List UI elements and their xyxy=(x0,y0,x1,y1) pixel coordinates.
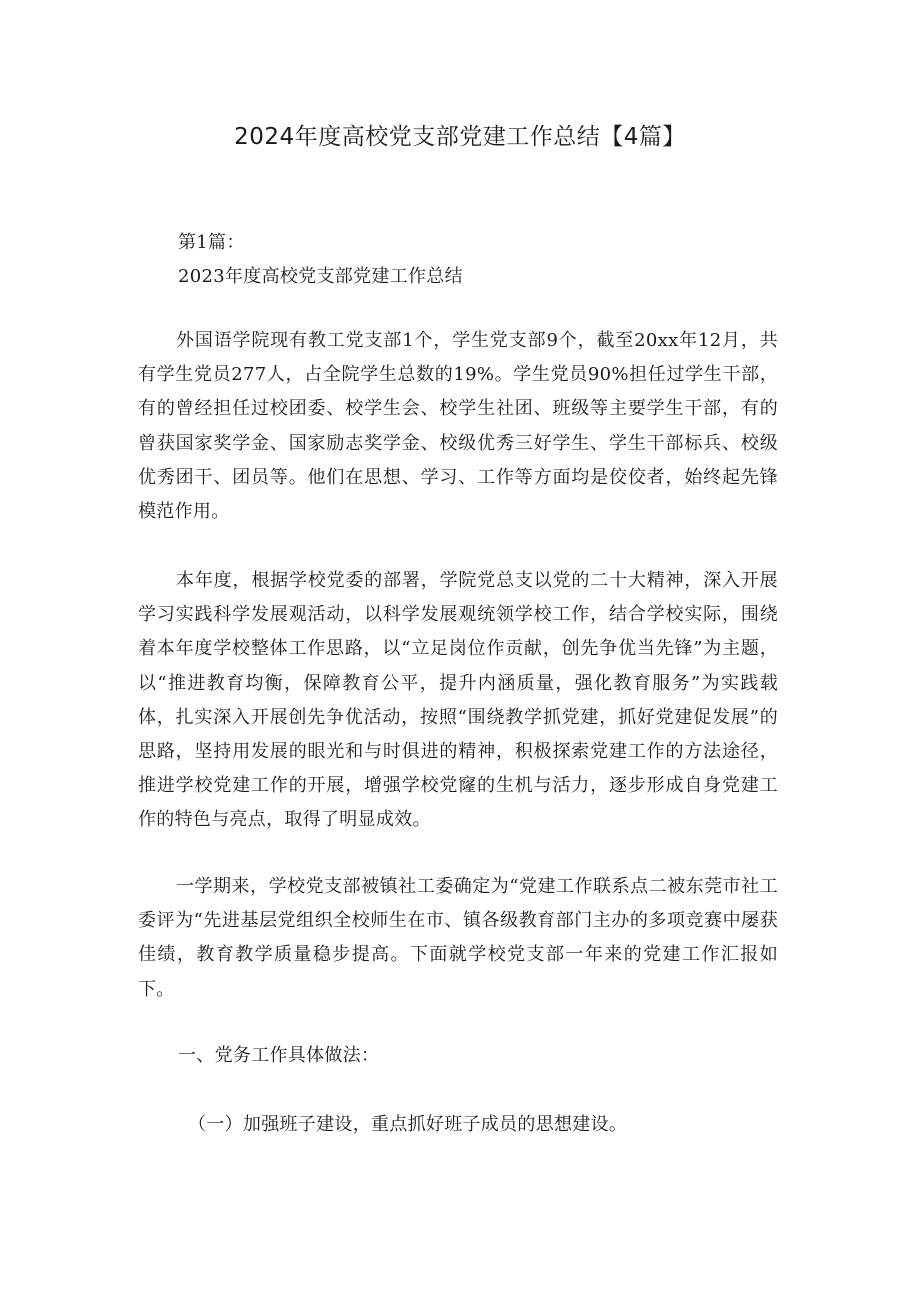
part-title: 2023年度高校党支部党建工作总结 xyxy=(178,266,463,287)
paragraph-2: 本年度，根据学校党委的部署，学院党总支以党的二十大精神，深入开展学习实践科学发展观活动，以科学发展观统领学校工作，结合学校实际，围绕着本年度学校整体工作思路，以“立足岗位作贡献，创先争优当先锋”为主题，以“推进教育均衡，保障教育公平，提升内涵质量，强化教育服务”为实践载体，扎实深入开展创先争优活动，按照“围绕教学抓党建，抓好党建促发展”的思路，坚持用发展的眼光和与时俱进的精神，积极探索党建工作的方法途径，推进学校党建工作的开展，增强学校党窿的生机与活力，逐步形成自身党建工作的特色与亮点，取得了明显成效。 xyxy=(138,570,778,831)
paragraph-3: 一学期来，学校党支部被镇社工委确定为“党建工作联系点二被东莞市社工委评为“先进基层党组织全校师生在市、镇各级教育部门主办的多项竞赛中屡获佳绩，教育教学质量稳步提高。下面就学校党支部一年来的党建工作汇报如下。 xyxy=(138,876,778,1000)
paragraph-1: 外国语学院现有教工党支部1个，学生党支部9个，截至20xx年12月，共有学生党员277人，占全院学生总数的19%。学生党员90%担任过学生干部，有的曾经担任过校团委、校学生会、校学生社团、班级等主要学生干部，有的曾获国家奖学金、国家励志奖学金、校级优秀三好学生、学生干部标兵、校级优秀团干、团员等。他们在思想、学习、工作等方面均是佼佼者，始终起先锋模范作用。 xyxy=(138,330,778,523)
subsection-heading: （一）加强班子建设，重点抓好班子成员的思想建设。 xyxy=(188,1114,628,1135)
section-heading: 一、党务工作具体做法： xyxy=(178,1045,380,1066)
part-label: 第1篇： xyxy=(178,232,245,253)
document-title: 2024年度高校党支部党建工作总结【4篇】 xyxy=(234,124,686,150)
